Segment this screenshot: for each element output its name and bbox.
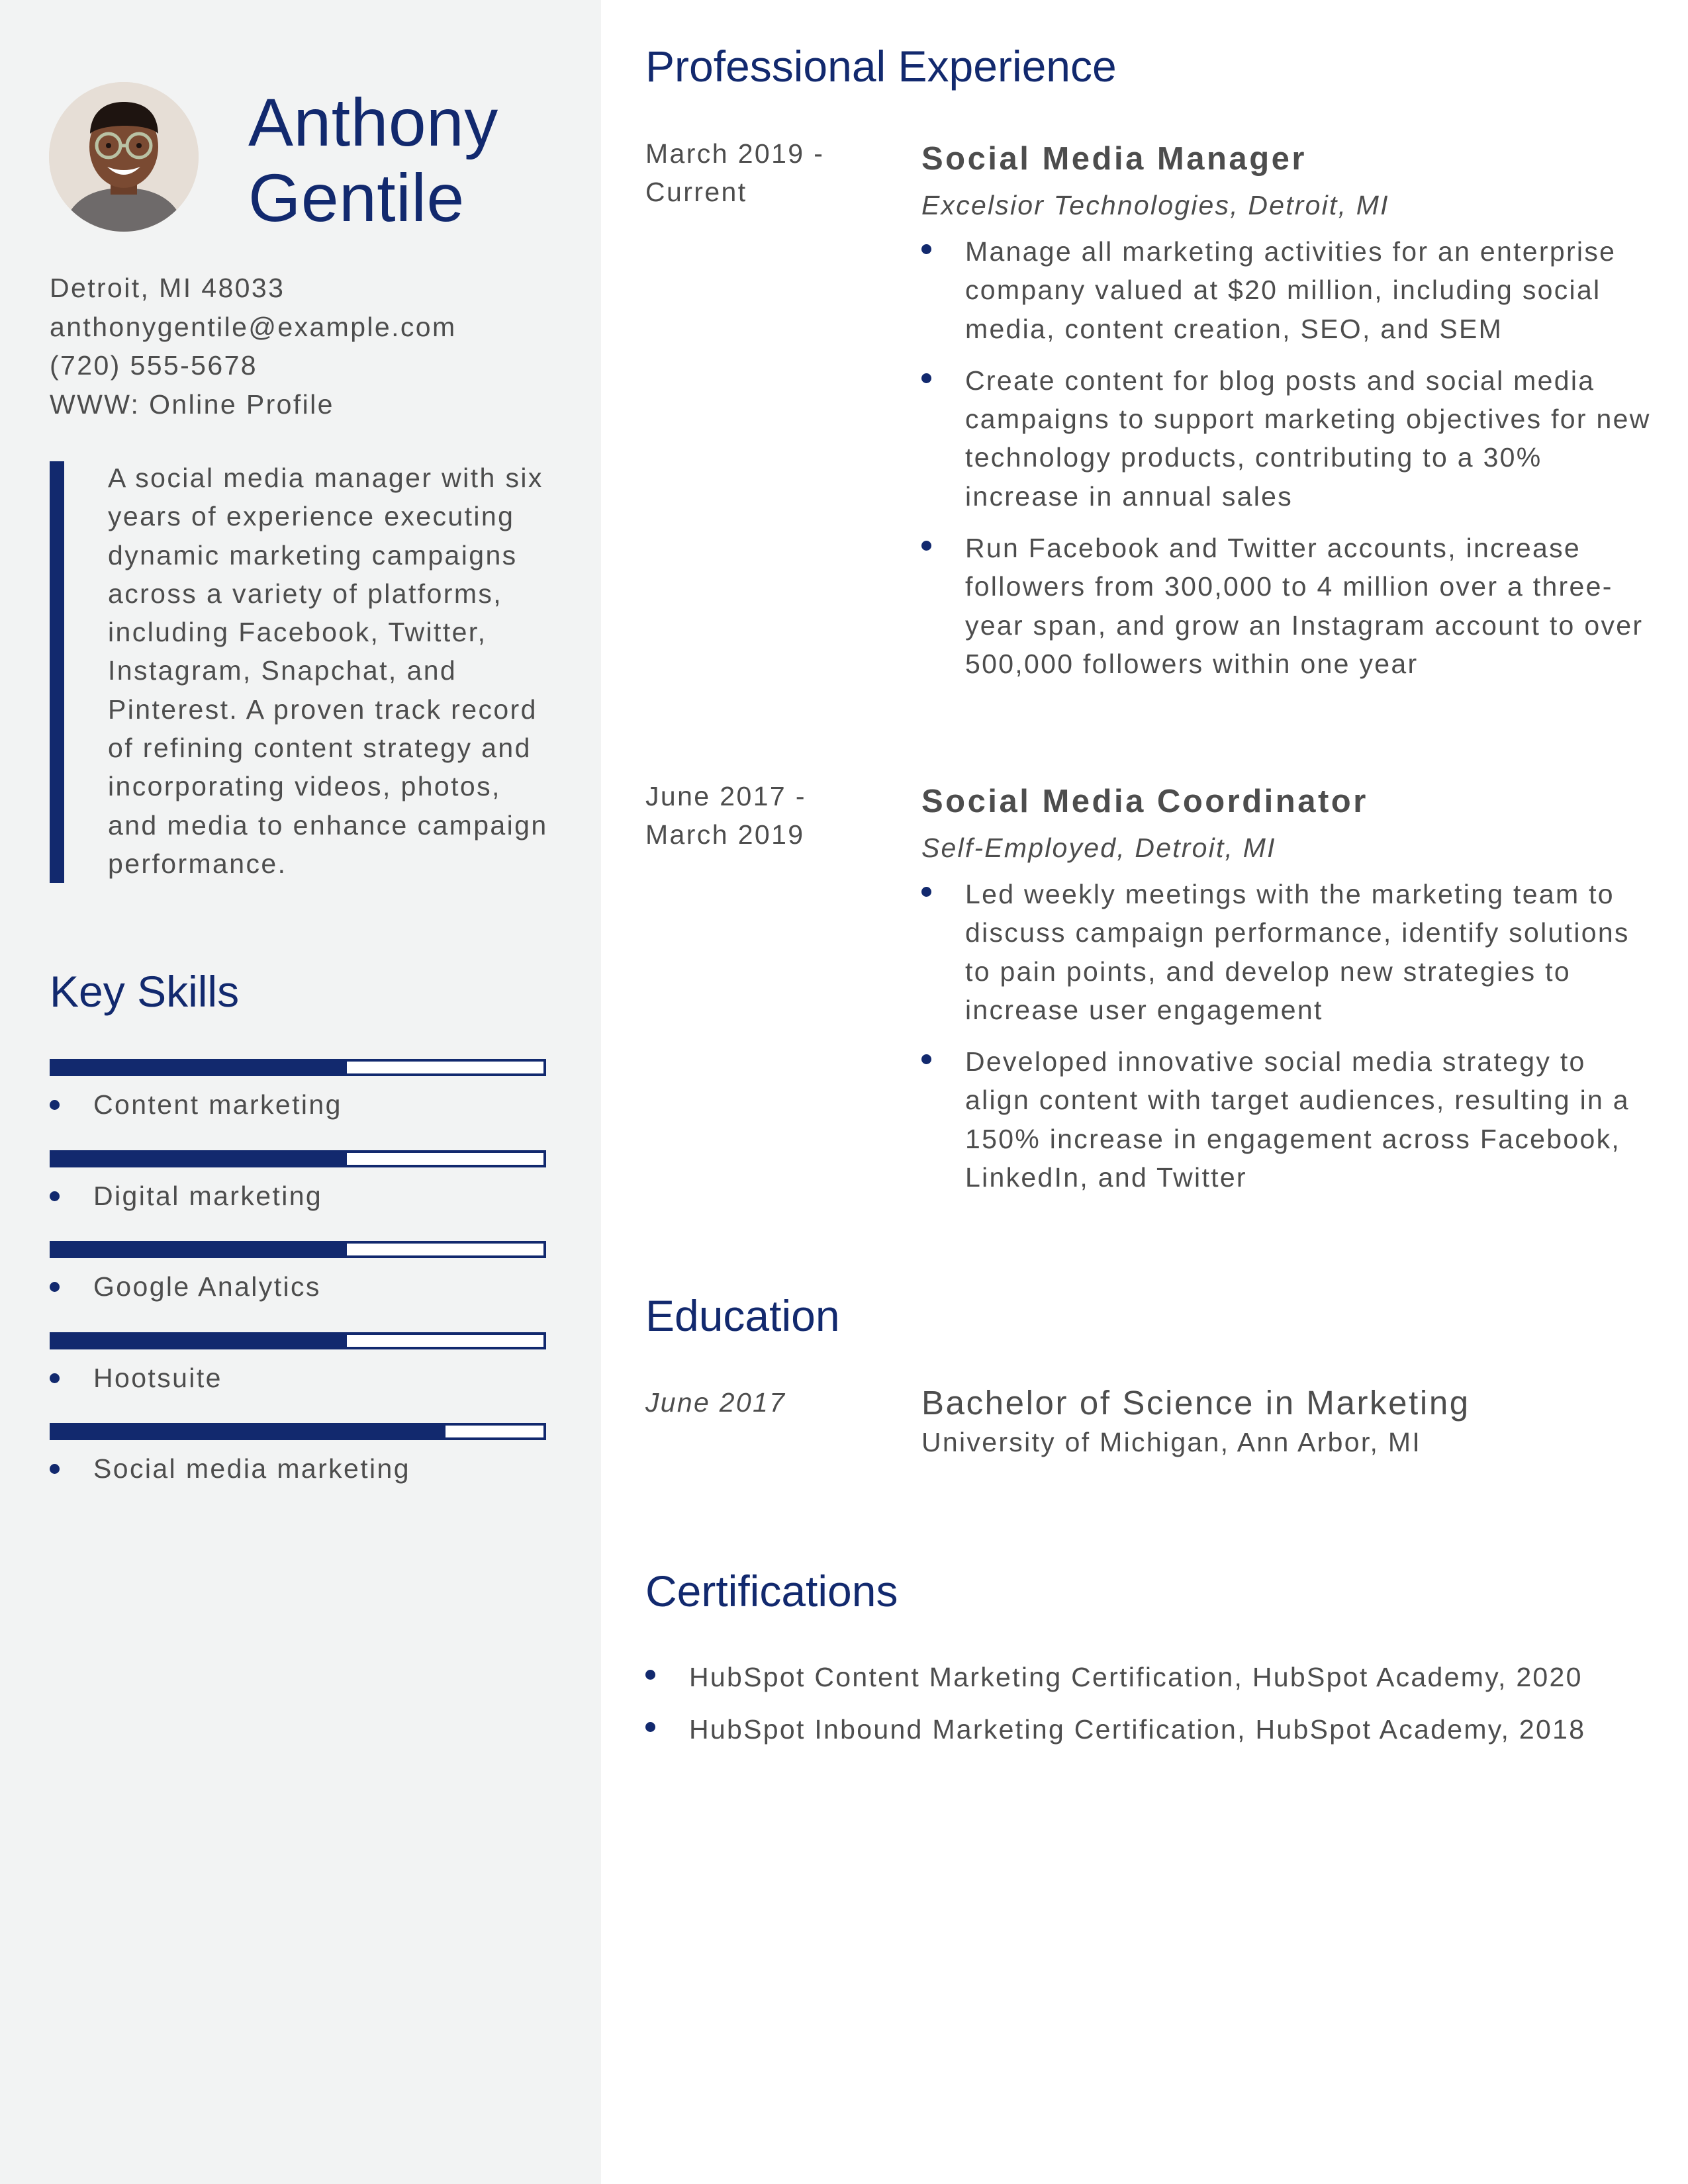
- skill-item: [50, 1150, 546, 1242]
- job-company: Excelsior Technologies, Detroit, MI: [921, 190, 1389, 220]
- job-details: [921, 777, 1658, 1210]
- contact-website[interactable]: WWW: Online Profile: [50, 388, 334, 420]
- job-bullet: Create content for blog posts and social media campaigns to support marketing objectives for new technology products, contributing to a 30% increase in annual sales: [921, 361, 1658, 516]
- job-bullet: Developed innovative social media strategy to align content with target audiences, resulting in a 150% increase in engagement across Facebook, LinkedIn, and Twitter: [921, 1042, 1658, 1197]
- job-dates: [645, 777, 884, 854]
- job-bullet: Run Facebook and Twitter accounts, increase followers from 300,000 to 4 million over a three-year span, and grow an Instagram account to over 500,000 followers within one year: [921, 529, 1658, 683]
- bullet-icon: [50, 1100, 60, 1110]
- skill-level-bar: [50, 1423, 546, 1440]
- summary-text: A social media manager with six years of experience executing dynamic marketing campaigns across a variety of platforms, including Facebook, Twitter, Instagram, Snapchat, and Pinterest. A proven track record of refining content strategy and incorporating videos, photos, and media to enhance campaign performance.: [108, 463, 548, 879]
- job-company: Self-Employed, Detroit, MI: [921, 833, 1276, 863]
- professional-summary: [50, 461, 553, 883]
- education-date: June 2017: [645, 1387, 786, 1418]
- key-skills-heading: Key Skills: [50, 967, 240, 1016]
- skill-level-fill: [52, 1062, 347, 1073]
- job-title: Social Media Coordinator: [921, 784, 1368, 819]
- last-name: Gentile: [248, 160, 465, 236]
- avatar-photo: [49, 82, 199, 232]
- contact-info: [50, 269, 457, 424]
- skill-label: Digital marketing: [93, 1180, 323, 1211]
- job-date-end: March 2019: [645, 819, 805, 850]
- certification-item: HubSpot Content Marketing Certification, HubSpot Academy, 2020: [645, 1658, 1658, 1696]
- experience-heading: Professional Experience: [645, 42, 1117, 91]
- job-date-end: Current: [645, 177, 747, 207]
- skill-level-fill: [52, 1244, 347, 1255]
- education-degree: Bachelor of Science in Marketing: [921, 1384, 1470, 1422]
- job-dates: [645, 134, 884, 211]
- skill-label: Social media marketing: [93, 1453, 410, 1484]
- job-bullets: [921, 875, 1658, 1197]
- skills-list: [50, 1059, 546, 1514]
- skill-label: Google Analytics: [93, 1271, 321, 1302]
- skill-item: [50, 1059, 546, 1150]
- bullet-icon: [50, 1373, 60, 1383]
- contact-address: Detroit, MI 48033: [50, 273, 285, 303]
- job-details: [921, 134, 1658, 696]
- skill-item: [50, 1332, 546, 1424]
- skill-level-bar: [50, 1332, 546, 1349]
- bullet-icon: [50, 1282, 60, 1292]
- job-bullets: [921, 232, 1658, 683]
- education-details: [921, 1382, 1658, 1458]
- job-title: Social Media Manager: [921, 141, 1307, 177]
- skill-level-fill: [52, 1426, 445, 1437]
- skill-level-bar: [50, 1241, 546, 1258]
- certifications-heading: Certifications: [645, 1567, 898, 1615]
- contact-email[interactable]: anthonygentile@example.com: [50, 311, 457, 342]
- skill-level-fill: [52, 1335, 347, 1347]
- bullet-icon: [50, 1191, 60, 1201]
- job-date-start: March 2019 -: [645, 138, 825, 169]
- avatar: [49, 82, 199, 232]
- skill-label: Hootsuite: [93, 1362, 222, 1393]
- certifications-list: [645, 1658, 1658, 1762]
- skill-label: Content marketing: [93, 1089, 342, 1120]
- job-date-start: June 2017 -: [645, 781, 806, 811]
- skill-item: [50, 1423, 546, 1514]
- first-name: Anthony: [248, 85, 498, 160]
- job-bullet: Manage all marketing activities for an enterprise company valued at $20 million, including social media, content creation, SEO, and SEM: [921, 232, 1658, 348]
- sidebar: [0, 0, 601, 2184]
- education-school: University of Michigan, Ann Arbor, MI: [921, 1427, 1422, 1457]
- skill-level-fill: [52, 1153, 347, 1165]
- job-bullet: Led weekly meetings with the marketing team to discuss campaign performance, identify solutions to pain points, and develop new strategies to increase user engagement: [921, 875, 1658, 1029]
- skill-level-bar: [50, 1150, 546, 1167]
- skill-level-bar: [50, 1059, 546, 1076]
- bullet-icon: [50, 1464, 60, 1474]
- certification-item: HubSpot Inbound Marketing Certification, HubSpot Academy, 2018: [645, 1710, 1658, 1749]
- education-heading: Education: [645, 1291, 840, 1340]
- candidate-name: [248, 85, 498, 236]
- contact-phone[interactable]: (720) 555-5678: [50, 350, 258, 381]
- skill-item: [50, 1241, 546, 1332]
